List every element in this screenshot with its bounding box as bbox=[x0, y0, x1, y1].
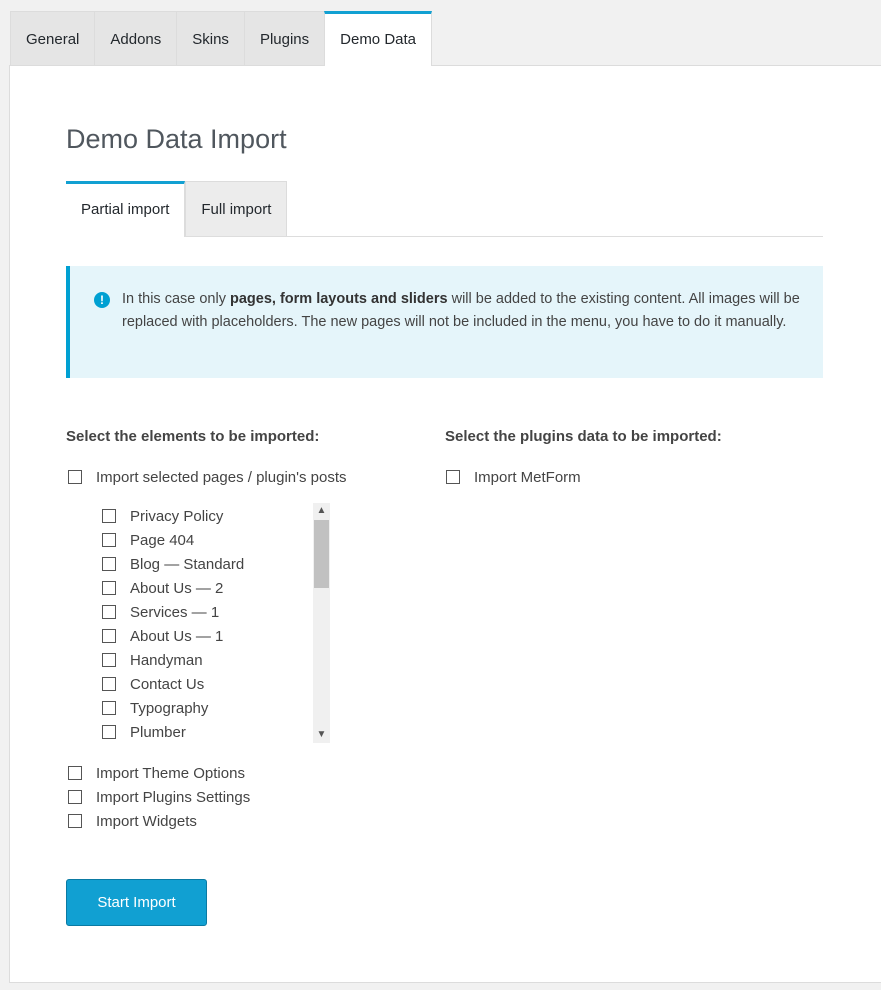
pages-scrollbar[interactable] bbox=[313, 503, 330, 743]
page-checkbox[interactable] bbox=[102, 557, 116, 571]
page-label: Handyman bbox=[130, 651, 203, 669]
import-type-tabs bbox=[66, 181, 823, 237]
page-checkbox[interactable] bbox=[102, 653, 116, 667]
info-notice bbox=[66, 266, 823, 378]
page-label: Plumber bbox=[130, 723, 186, 741]
elements-heading: Select the elements to be imported: bbox=[66, 428, 320, 445]
tab-demo-data[interactable]: Demo Data bbox=[324, 11, 432, 66]
tab-skins[interactable]: Skins bbox=[176, 11, 244, 65]
pages-list bbox=[102, 504, 332, 744]
widgets-label: Import Widgets bbox=[96, 812, 197, 830]
page-label: Page 404 bbox=[130, 531, 195, 549]
page-label: Services — 1 bbox=[130, 603, 220, 621]
import-theme-options[interactable] bbox=[68, 763, 245, 783]
list-item[interactable] bbox=[102, 720, 332, 744]
import-pages-label: Import selected pages / plugin's posts bbox=[96, 468, 347, 486]
page-checkbox[interactable] bbox=[102, 509, 116, 523]
theme-options-checkbox[interactable] bbox=[68, 766, 82, 780]
page-checkbox[interactable] bbox=[102, 533, 116, 547]
page-checkbox[interactable] bbox=[102, 677, 116, 691]
list-item[interactable] bbox=[102, 576, 332, 600]
page-title: Demo Data Import bbox=[66, 124, 287, 154]
info-icon: ! bbox=[94, 292, 110, 308]
list-item[interactable] bbox=[102, 504, 332, 528]
plugins-heading: Select the plugins data to be imported: bbox=[445, 428, 722, 445]
page-label: Privacy Policy bbox=[130, 507, 224, 525]
list-item[interactable] bbox=[102, 648, 332, 672]
page-label: Typography bbox=[130, 699, 209, 717]
import-pages-option[interactable] bbox=[68, 467, 347, 487]
tab-general[interactable]: General bbox=[10, 11, 94, 65]
scrollbar-thumb[interactable] bbox=[314, 520, 329, 588]
page-checkbox[interactable] bbox=[102, 605, 116, 619]
start-import-button[interactable]: Start Import bbox=[66, 879, 207, 926]
tab-full-import[interactable]: Full import bbox=[185, 181, 287, 236]
widgets-checkbox[interactable] bbox=[68, 814, 82, 828]
top-tab-bar bbox=[10, 11, 432, 66]
page-label: About Us — 1 bbox=[130, 627, 224, 645]
import-plugins-settings[interactable] bbox=[68, 787, 250, 807]
page-checkbox[interactable] bbox=[102, 581, 116, 595]
import-metform-checkbox[interactable] bbox=[446, 470, 460, 484]
import-metform-option[interactable] bbox=[446, 467, 581, 487]
page-checkbox[interactable] bbox=[102, 701, 116, 715]
plugins-settings-checkbox[interactable] bbox=[68, 790, 82, 804]
page-checkbox[interactable] bbox=[102, 629, 116, 643]
tab-partial-import[interactable]: Partial import bbox=[66, 181, 185, 237]
import-metform-label: Import MetForm bbox=[474, 468, 581, 486]
page-checkbox[interactable] bbox=[102, 725, 116, 739]
list-item[interactable] bbox=[102, 600, 332, 624]
tab-addons[interactable]: Addons bbox=[94, 11, 176, 65]
notice-text: In this case only pages, form layouts and sliders will be added to the existing content. All images will be replaced with placeholders. The new pages will not be included in the menu, you have to do it manually. bbox=[122, 291, 800, 330]
page-label: Contact Us bbox=[130, 675, 205, 693]
list-item[interactable] bbox=[102, 624, 332, 648]
tab-plugins[interactable]: Plugins bbox=[244, 11, 324, 65]
chevron-up-icon[interactable]: ▲ bbox=[316, 505, 327, 516]
page-label: About Us — 2 bbox=[130, 579, 224, 597]
list-item[interactable] bbox=[102, 528, 332, 552]
import-widgets[interactable] bbox=[68, 811, 197, 831]
import-pages-checkbox[interactable] bbox=[68, 470, 82, 484]
list-item[interactable] bbox=[102, 552, 332, 576]
list-item[interactable] bbox=[102, 672, 332, 696]
chevron-down-icon[interactable]: ▼ bbox=[316, 729, 327, 740]
list-item[interactable] bbox=[102, 696, 332, 720]
plugins-settings-label: Import Plugins Settings bbox=[96, 788, 251, 806]
page-label: Blog — Standard bbox=[130, 555, 245, 573]
theme-options-label: Import Theme Options bbox=[96, 764, 245, 782]
